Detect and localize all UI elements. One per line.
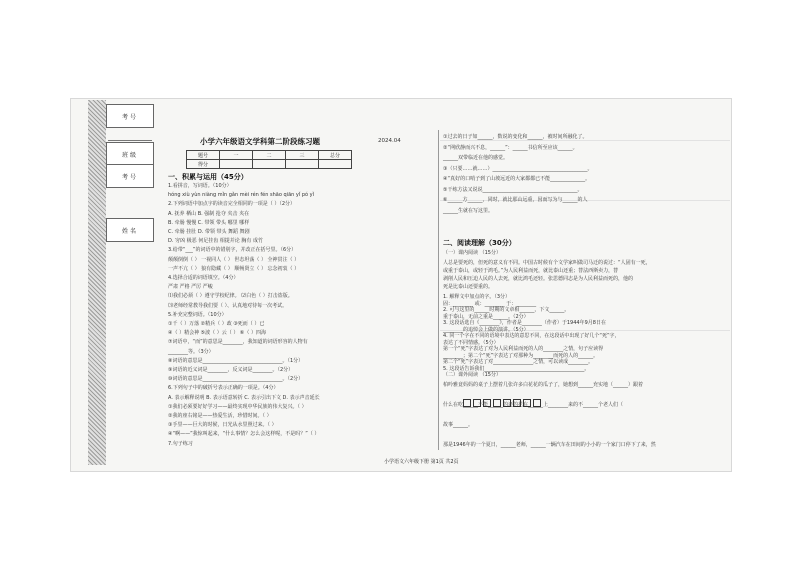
answer-box[interactable] [493, 399, 501, 407]
question-line: ⑧词语的意思是________________________________。（1分） [168, 357, 304, 364]
sentence-line: ⑥______方______，同时，就比那山远重，因而写为与______的人 [443, 197, 588, 203]
reading-question-line: 第二个“死”字表达了对________________之情，可以读成________。 [443, 359, 594, 365]
column-divider [438, 130, 439, 450]
sentence-line: ①过去的日子如______，数说的变化和______，被时间所融化了。 [443, 134, 588, 140]
extra-reading-line: 那是1946年的一个夏日，______老师，______一辆汽车在田间的小小的一个家门口停下了来，然 [443, 442, 656, 448]
exam-title: 小学六年级语文学科第二阶段练习题 [200, 137, 320, 146]
reading-question-line: 1. 解释文中加点的字。（3分） [443, 294, 511, 300]
reading-question-line: 5. 这段话告诉我们________________________________________。 [443, 365, 590, 372]
score-label-cell: 得分 [187, 160, 220, 169]
score-table [186, 150, 352, 169]
exam-number-field: 考号 [106, 104, 154, 128]
question-line: 4.选择合适的词语填空。（4分） [168, 275, 239, 281]
question-line: D. 穷凶 极恶 何足挂齿 相提并论 胸有 成竹 [168, 238, 263, 245]
name-field: 姓名 [106, 218, 154, 242]
score-header-cell: 二 [253, 151, 286, 160]
question-line: 3.给带“___”的词语中的错别字，并改正在括号里。（6分） [168, 247, 297, 254]
question-line: hóng xiù yùn niàng mǐn gǎn mèi rén fén shāo qiān yǐ pó yǐ [168, 192, 315, 199]
sentence-line: ④“真好的口哨子到了山坡远近的大家都都已不能______________。 [443, 176, 591, 182]
reading-line: 人总是要死的，但死的意义有不同。中国古时候有个文学家叫做司马迁的说过：“人固有一死， [443, 260, 651, 266]
question-line: ⑩词语的意思是________________________________。（2分） [168, 376, 304, 383]
sentence-line: ______生就在写这里。 [443, 207, 494, 214]
score-cell[interactable] [319, 160, 352, 169]
question-line: ④（ ）精会神 ⑤波（ ）云（ ） ⑥（ ）四海 [168, 330, 266, 337]
question-line: ⑨词语的近义词是________，反义词是________。（2分） [168, 367, 294, 373]
question-line: ③手里——巨大的时候，日光从水里照过来。（ ） [168, 422, 277, 429]
reading-question-line: 4. 同一个字在不同的语境中表达的意思不同，在这段话中出现了好几个“死”字， [443, 333, 620, 339]
question-line: 5.补充完整词语。（10分） [168, 311, 227, 318]
answer-box[interactable] [483, 399, 491, 407]
reading-question-line: ________的追悼会上做的演讲。（5分） [443, 326, 529, 333]
page-footer: 小学语文六年级下册 第1页 共2页 [384, 459, 459, 465]
sentence-line: ⑤干练方法又说说______________________________________。 [443, 186, 583, 193]
binding-hatch [88, 100, 106, 465]
reading-question-line: 2. 可与这里的______时期的文章相______，下文______。 [443, 307, 570, 313]
answer-box[interactable] [503, 399, 511, 407]
question-line: 一声不亢（ ） 狼有隐藏（ ） 顺畅贤立（ ） 忘念初衷（ ） [168, 265, 300, 272]
in-class-reading-heading: （一）课内阅读 （15分） [443, 250, 501, 256]
seat-number-field: 考号 [106, 164, 154, 188]
question-line: ⑴我们必须（ ）遵守学校纪律。 ⑵白色（ ）打击盗版。 [168, 293, 293, 300]
extra-reading-line: 什么在吃______不能______的还的花在______上________来的不______个老人们（ [443, 402, 624, 408]
score-header-cell: 总分 [319, 151, 352, 160]
extra-reading-line: 柏吟雅竟妈妈的桌子上摆着几张许多白花花的瓜子了，她想到______充实地（______）跟着 [443, 382, 644, 388]
question-line: 2.下列词语中加点字的读音完全相同的一项是（ ）（2分） [168, 201, 296, 208]
question-line: ②我的座右铭是——热爱生活，珍惜时间。（ ） [168, 413, 272, 419]
answer-box[interactable] [473, 399, 481, 407]
exam-date: 2024.04 [378, 138, 401, 144]
question-line: ①我们必须要好好学习——最终实现中华民族的伟大复兴。（ ） [168, 403, 307, 410]
sentence-line: ②“网欣静而兴不息，______”：______书信所至应该______。 [443, 144, 578, 151]
sentence-line: ______双带临近在他的感觉。 [443, 155, 509, 161]
question-line: ________等。（3分） [168, 348, 214, 355]
answer-box[interactable] [513, 399, 521, 407]
question-line: 6.下列句子中的破折号表示正确的一项是。（4分） [168, 385, 279, 392]
reading-line: 剥削人民和压迫人民的人去死，就比鸿毛还轻。张思德同志是为人民利益而死的，他的 [443, 276, 634, 282]
question-line: B. 牵肠 慢慢 C. 带领 带头 哪里 哪样 [168, 219, 250, 226]
answer-box[interactable] [533, 399, 541, 407]
score-cell[interactable] [220, 160, 253, 169]
question-line: 7.句子练习 [168, 440, 193, 447]
answer-box-row [462, 392, 542, 411]
question-line: 严肃 严格 严厉 严峻 [168, 284, 213, 291]
question-line: 颠颠倒倒（ ） 一视同人（ ） 世态坦荡（ ） 全神贯注（ ） [168, 256, 300, 263]
question-line: ⑦词语中，“而”的意思是________，我知道的词语形容的人物有 [168, 339, 308, 346]
answer-box[interactable] [463, 399, 471, 407]
question-line: ①千（ ）万落 ②精兵（ ）政 ③死而（ ）已 [168, 321, 265, 327]
question-line: C. 牵肠 挂肚 D. 带领 带头 舞蹈 舞剧 [168, 229, 250, 235]
score-cell[interactable] [253, 160, 286, 169]
question-line: A. 表示解释说明 B. 表示语意转折 C. 表示引出下文 D. 表示声音延长 [168, 394, 320, 401]
extra-reading-line: 故事______。 [443, 422, 474, 428]
extra-reading-heading: （二）课外阅读 （15分） [443, 372, 501, 378]
sentence-line: ③（只要……就……）______________________________________。 [443, 165, 593, 172]
reading-question-line: ________；第二个“死”字表达了对那种为________而死的人的______。 [443, 352, 599, 359]
section-1-heading: 一、积累与运用（45分） [168, 173, 248, 181]
class-field: 班级 [106, 142, 154, 166]
question-line: ⑶老师经常教导我们要（ ）、认真地对待每一次考试。 [168, 302, 288, 309]
score-header-cell: 一 [220, 151, 253, 160]
section-2-heading: 二、阅读理解（30分） [443, 239, 516, 247]
score-header-cell: 三 [286, 151, 319, 160]
reading-line: 死是比泰山还要重的。 [443, 284, 494, 290]
score-header-cell: 题号 [187, 151, 220, 160]
reading-question-line: 重于泰山，无前之重是______。（2分） [443, 313, 529, 320]
reading-question-line: 表达了不同情感。（5分） [443, 339, 499, 346]
answer-box[interactable] [523, 399, 531, 407]
reading-question-line: 固：________ 或：________ 于：________ [443, 300, 537, 307]
question-line: ④“啊——”我惊叫起来，“什么事情？怎么会这样呢，不是吗？”（ ） [168, 431, 320, 438]
reading-question-line: 3. 这段话选自《________》，作者是________（作者）于1944年9月8日在 [443, 320, 606, 326]
question-line: A. 抚养 栖山 B. 强制 抢夺 夹击 夹在 [168, 210, 250, 217]
question-line: 1.看拼音，写词语。（10分） [168, 183, 232, 189]
reading-question-line: 第一个“死”字表达了对为人民利益而死的人的________之情，句子应读得 [443, 346, 604, 352]
score-cell[interactable] [286, 160, 319, 169]
reading-line: 或重于泰山，或轻于鸿毛。”为人民利益而死，就比泰山还重；替法西斯卖力，替 [443, 268, 619, 274]
binding-margin [88, 100, 150, 465]
